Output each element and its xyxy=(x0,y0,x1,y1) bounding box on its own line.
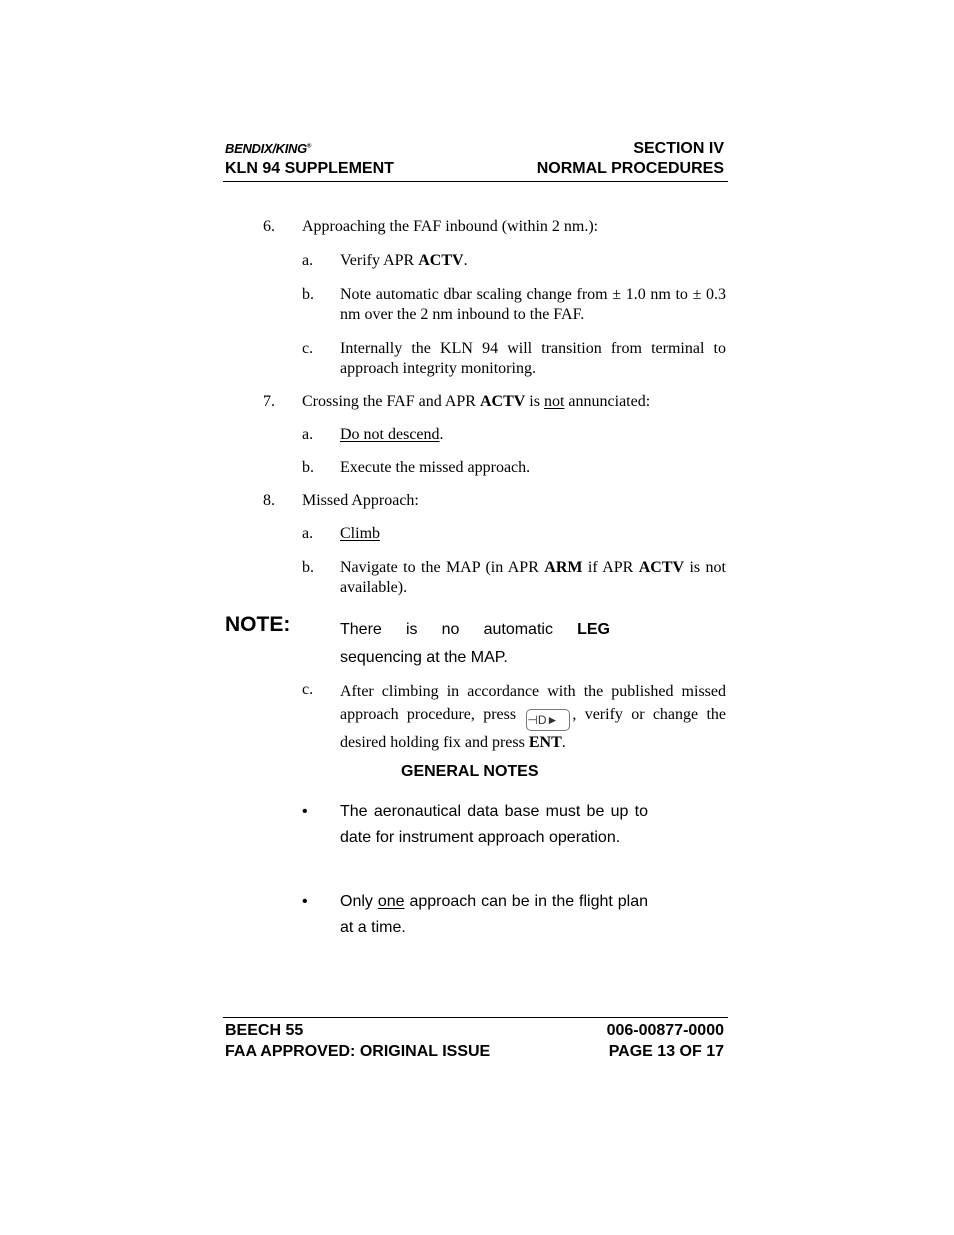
substep-label: b. xyxy=(302,559,314,576)
footer-rule xyxy=(223,1017,728,1018)
general-note-item: Only one approach can be in the flight plan at a time. xyxy=(340,893,649,936)
section-title: NORMAL PROCEDURES xyxy=(536,160,724,177)
substep-text: Note automatic dbar scaling change from ± 1.0 nm to ± 0.3 nm over the 2 nm inbound to the FAF. xyxy=(340,286,726,323)
substep-label: a. xyxy=(302,252,314,269)
step-number: 6. xyxy=(263,218,275,235)
substep-label: a. xyxy=(302,525,314,542)
footer-approval: FAA APPROVED: ORIGINAL ISSUE xyxy=(225,1043,491,1060)
substep-text: Do not descend. xyxy=(340,426,444,443)
substep-label: a. xyxy=(302,426,314,443)
substep-text: After climbing in accordance with the published missed approach procedure, press ⊣D► , verify or change the desired holding fix and press ENT. xyxy=(340,683,726,751)
document-title: KLN 94 SUPPLEMENT xyxy=(225,160,394,177)
substep-text: Verify APR ACTV. xyxy=(340,252,468,269)
substep-label: b. xyxy=(302,286,314,303)
note-text: There is no automatic LEG sequencing at the MAP. xyxy=(340,621,610,666)
bullet-icon: • xyxy=(302,803,308,820)
step-number: 7. xyxy=(263,393,275,410)
substep-label: b. xyxy=(302,459,314,476)
brand-logo: BENDIX/KING® xyxy=(225,141,312,156)
step-text: Missed Approach: xyxy=(302,492,419,509)
substep-label: c. xyxy=(302,340,314,357)
header-rule xyxy=(223,181,728,182)
section-number: SECTION IV xyxy=(633,140,724,157)
substep-label: c. xyxy=(302,681,314,698)
footer-doc-number: 006-00877-0000 xyxy=(606,1022,724,1039)
substep-text: Execute the missed approach. xyxy=(340,459,531,476)
general-notes-heading: GENERAL NOTES xyxy=(401,763,539,780)
bullet-icon: • xyxy=(302,893,308,910)
note-label: NOTE: xyxy=(225,613,291,636)
substep-text: Internally the KLN 94 will transition from terminal to approach integrity monitoring. xyxy=(340,340,726,377)
general-note-item: The aeronautical data base must be up to date for instrument approach operation. xyxy=(340,803,648,846)
direct-to-key-icon: ⊣D► xyxy=(526,709,570,731)
step-text: Crossing the FAF and APR ACTV is not annunciated: xyxy=(302,393,651,410)
footer-page-number: PAGE 13 OF 17 xyxy=(608,1043,724,1060)
substep-text: Climb xyxy=(340,525,381,542)
step-text: Approaching the FAF inbound (within 2 nm.): xyxy=(302,218,599,235)
substep-text: Navigate to the MAP (in APR ARM if APR ACTV is not available). xyxy=(340,559,727,596)
step-number: 8. xyxy=(263,492,275,509)
footer-model: BEECH 55 xyxy=(225,1022,304,1039)
